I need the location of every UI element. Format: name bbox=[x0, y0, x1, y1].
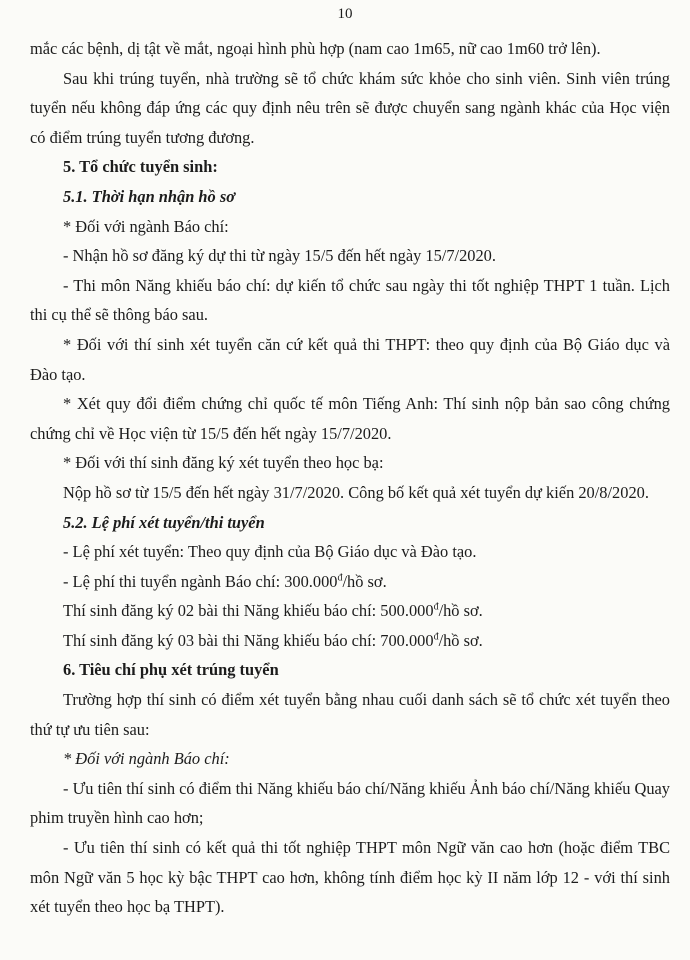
currency-mark: đ bbox=[337, 572, 343, 584]
heading-section-5-1: 5.1. Thời hạn nhận hồ sơ bbox=[63, 186, 236, 206]
paragraph-health-requirements: mắc các bệnh, dị tật về mắt, ngoại hình phù hợp (nam cao 1m65, nữ cao 1m60 trở lên). bbox=[30, 39, 601, 58]
fee-amount: - Lệ phí thi tuyển ngành Báo chí: 300.000 bbox=[63, 571, 338, 591]
paragraph-admission-fee: - Lệ phí xét tuyển: Theo quy định của Bộ Giáo dục và Đào tạo. bbox=[63, 542, 477, 562]
currency-mark: đ bbox=[433, 601, 439, 613]
paragraph-journalism-intro: * Đối với ngành Báo chí: bbox=[63, 216, 229, 236]
paragraph-priority-aptitude: - Ưu tiên thí sinh có điểm thi Năng khiếu báo chí/Năng khiếu Ảnh báo chí/Năng khiếu Quay phim truyền hình cao hơn; bbox=[30, 778, 670, 828]
paragraph-health-check: Sau khi trúng tuyển, nhà trường sẽ tổ chức khám sức khỏe cho sinh viên. Sinh viên trúng tuyển nếu không đáp ứng các quy định nêu trên sẽ được chuyển sang ngành khác của Học viện có điểm trúng tuyển tương đương. bbox=[30, 68, 670, 147]
heading-section-5-2: 5.2. Lệ phí xét tuyển/thi tuyển bbox=[63, 512, 265, 532]
paragraph-aptitude-exam: - Thi môn Năng khiếu báo chí: dự kiến tổ chức sau ngày thi tốt nghiệp THPT 1 tuần. Lịch thi cụ thể sẽ thông báo sau. bbox=[30, 275, 670, 325]
paragraph-journalism-priority-intro: * Đối với ngành Báo chí: bbox=[63, 749, 230, 769]
page-number: 10 bbox=[337, 6, 353, 22]
paragraph-three-exams-fee bbox=[30, 626, 670, 656]
paragraph-priority-literature: - Ưu tiên thí sinh có kết quả thi tốt nghiệp THPT môn Ngữ văn cao hơn (hoặc điểm TBC môn Ngữ văn 5 học kỳ bậc THPT cao hơn, không tính điểm học kỳ II năm lớp 12 - với thí sinh xét tuyển theo học bạ THPT). bbox=[30, 838, 670, 917]
fee-unit: /hồ sơ. bbox=[438, 630, 483, 650]
fee-amount: Thí sinh đăng ký 02 bài thi Năng khiếu báo chí: 500.000 bbox=[63, 601, 434, 621]
heading-section-6: 6. Tiêu chí phụ xét trúng tuyển bbox=[63, 660, 279, 680]
paragraph-application-dates: - Nhận hồ sơ đăng ký dự thi từ ngày 15/5 đến hết ngày 15/7/2020. bbox=[63, 246, 496, 266]
paragraph-english-certificate: * Xét quy đổi điểm chứng chỉ quốc tế môn Tiếng Anh: Thí sinh nộp bản sao công chứng chứng chỉ về Học viện từ 15/5 đến hết ngày 15/7/2020. bbox=[30, 394, 670, 443]
paragraph-transcript-dates: Nộp hồ sơ từ 15/5 đến hết ngày 31/7/2020. Công bố kết quả xét tuyển dự kiến 20/8/2020. bbox=[63, 482, 649, 502]
paragraph-tie-breaker: Trường hợp thí sinh có điểm xét tuyển bằng nhau cuối danh sách sẽ tổ chức xét tuyển theo thứ tự ưu tiên sau: bbox=[30, 690, 670, 739]
paragraph-transcript-intro: * Đối với thí sinh đăng ký xét tuyển theo học bạ: bbox=[63, 453, 384, 473]
document-body bbox=[30, 34, 670, 922]
paragraph-two-exams-fee bbox=[30, 596, 670, 626]
currency-mark: đ bbox=[433, 631, 439, 643]
fee-unit: /hồ sơ. bbox=[342, 571, 387, 591]
fee-unit: /hồ sơ. bbox=[438, 601, 483, 621]
heading-section-5: 5. Tổ chức tuyển sinh: bbox=[63, 157, 218, 177]
fee-amount: Thí sinh đăng ký 03 bài thi Năng khiếu báo chí: 700.000 bbox=[63, 630, 434, 650]
paragraph-exam-fee bbox=[30, 567, 670, 597]
paragraph-thpt-based: * Đối với thí sinh xét tuyển căn cứ kết quả thi THPT: theo quy định của Bộ Giáo dục và Đào tạo. bbox=[30, 334, 670, 384]
